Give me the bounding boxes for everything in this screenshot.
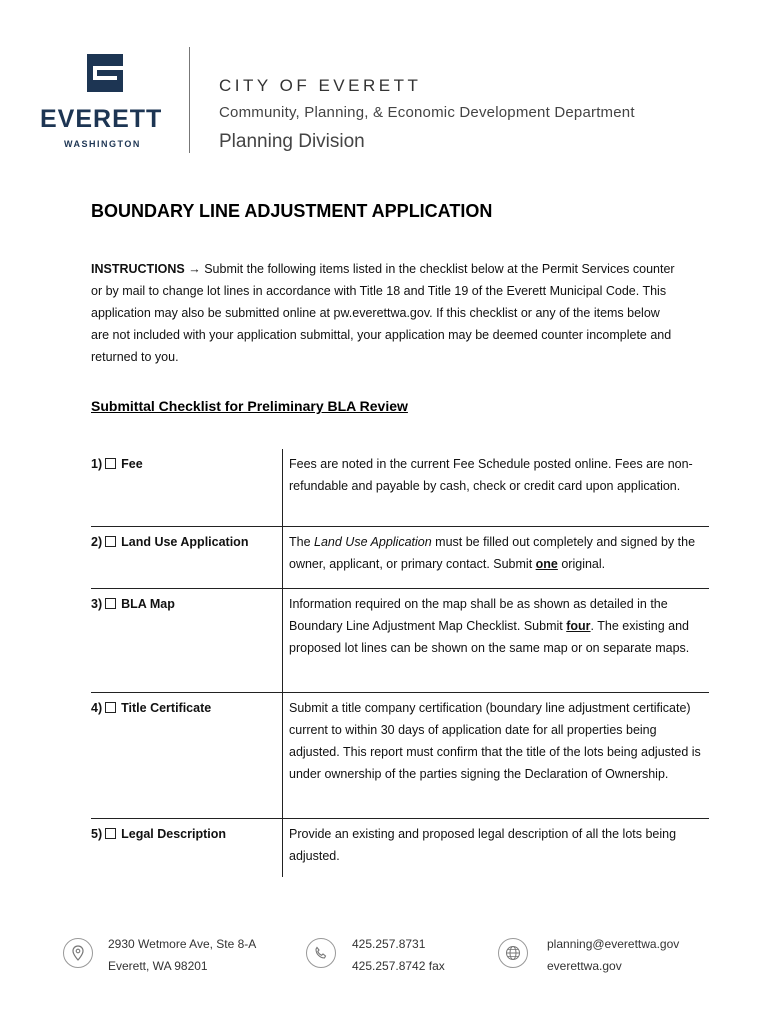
item-label: Legal Description: [121, 827, 227, 841]
footer-web: [547, 933, 679, 977]
phone-icon: [306, 938, 336, 968]
footer-address: [108, 933, 256, 977]
item-description: Submit a title company certification (boundary line adjustment certificate) current to within 30 days of application date for all properties being adjusted. This report must confirm that the title of the lots being adjusted is under ownership of the parties signing the Declaration of Ownership.: [282, 693, 709, 818]
checklist-table: [91, 449, 709, 877]
location-pin-icon: [63, 938, 93, 968]
checkbox-title-certificate[interactable]: [105, 702, 116, 713]
globe-icon: [498, 938, 528, 968]
item-number: 1): [91, 457, 103, 471]
logo-subtitle: WASHINGTON: [64, 139, 141, 149]
item-number: 5): [91, 827, 103, 841]
checkbox-bla-map[interactable]: [105, 598, 116, 609]
item-label: Title Certificate: [121, 701, 212, 715]
instructions-paragraph: [91, 258, 681, 368]
item-description: Fees are noted in the current Fee Schedule posted online. Fees are non-refundable and payable by cash, check or credit card upon application.: [282, 449, 709, 526]
city-logo-mark: [87, 54, 123, 92]
item-number: 2): [91, 535, 103, 549]
phone-number[interactable]: 425.257.8731: [352, 937, 426, 951]
item-description: Provide an existing and proposed legal description of all the lots being adjusted.: [282, 819, 709, 877]
header-divider: [189, 47, 190, 153]
checklist-row-legal-description: [91, 819, 709, 877]
document-title: BOUNDARY LINE ADJUSTMENT APPLICATION: [91, 201, 493, 221]
checklist-row-fee: [91, 449, 709, 527]
instructions-label: INSTRUCTIONS: [91, 262, 185, 276]
checklist-heading: Submittal Checklist for Preliminary BLA Review: [91, 398, 408, 414]
checklist-row-title-certificate: [91, 693, 709, 819]
item-description: Information required on the map shall be as shown as detailed in the Boundary Line Adjustment Map Checklist. Submit four. The existing and proposed lot lines can be shown on the same map or on separate maps.: [282, 589, 709, 692]
division-name: Planning Division: [219, 131, 365, 152]
checklist-row-bla-map: [91, 589, 709, 693]
instructions-text: Submit the following items listed in the checklist below at the Permit Services counter or by mail to change lot lines in accordance with Title 18 and Title 19 of the Everett Municipal Code. This application may also be submitted online at pw.everettwa.gov. If this checklist or any of the items below are not included with your application submittal, your application may be deemed counter incomplete and returned to you.: [91, 262, 675, 364]
city-name: CITY OF EVERETT: [219, 76, 422, 95]
logo-wordmark: EVERETT: [40, 105, 163, 133]
address-line-2: Everett, WA 98201: [108, 959, 208, 973]
email-link[interactable]: planning@everettwa.gov: [547, 937, 680, 951]
department-name: Community, Planning, & Economic Development Department: [219, 104, 635, 121]
item-description: The Land Use Application must be filled out completely and signed by the owner, applicant, or primary contact. Submit one original.: [282, 527, 709, 588]
item-number: 3): [91, 597, 103, 611]
footer-phone: [352, 933, 445, 977]
address-line-1: 2930 Wetmore Ave, Ste 8-A: [108, 937, 257, 951]
arrow-icon: →: [188, 262, 201, 276]
item-label: BLA Map: [121, 597, 175, 611]
checkbox-fee[interactable]: [105, 458, 116, 469]
item-number: 4): [91, 701, 103, 715]
item-label: Fee: [121, 457, 143, 471]
checkbox-land-use[interactable]: [105, 536, 116, 547]
checklist-row-land-use-application: [91, 527, 709, 589]
checkbox-legal-description[interactable]: [105, 828, 116, 839]
item-label: Land Use Application: [121, 535, 249, 549]
website-link[interactable]: everettwa.gov: [547, 959, 622, 973]
fax-number: 425.257.8742 fax: [352, 959, 445, 973]
